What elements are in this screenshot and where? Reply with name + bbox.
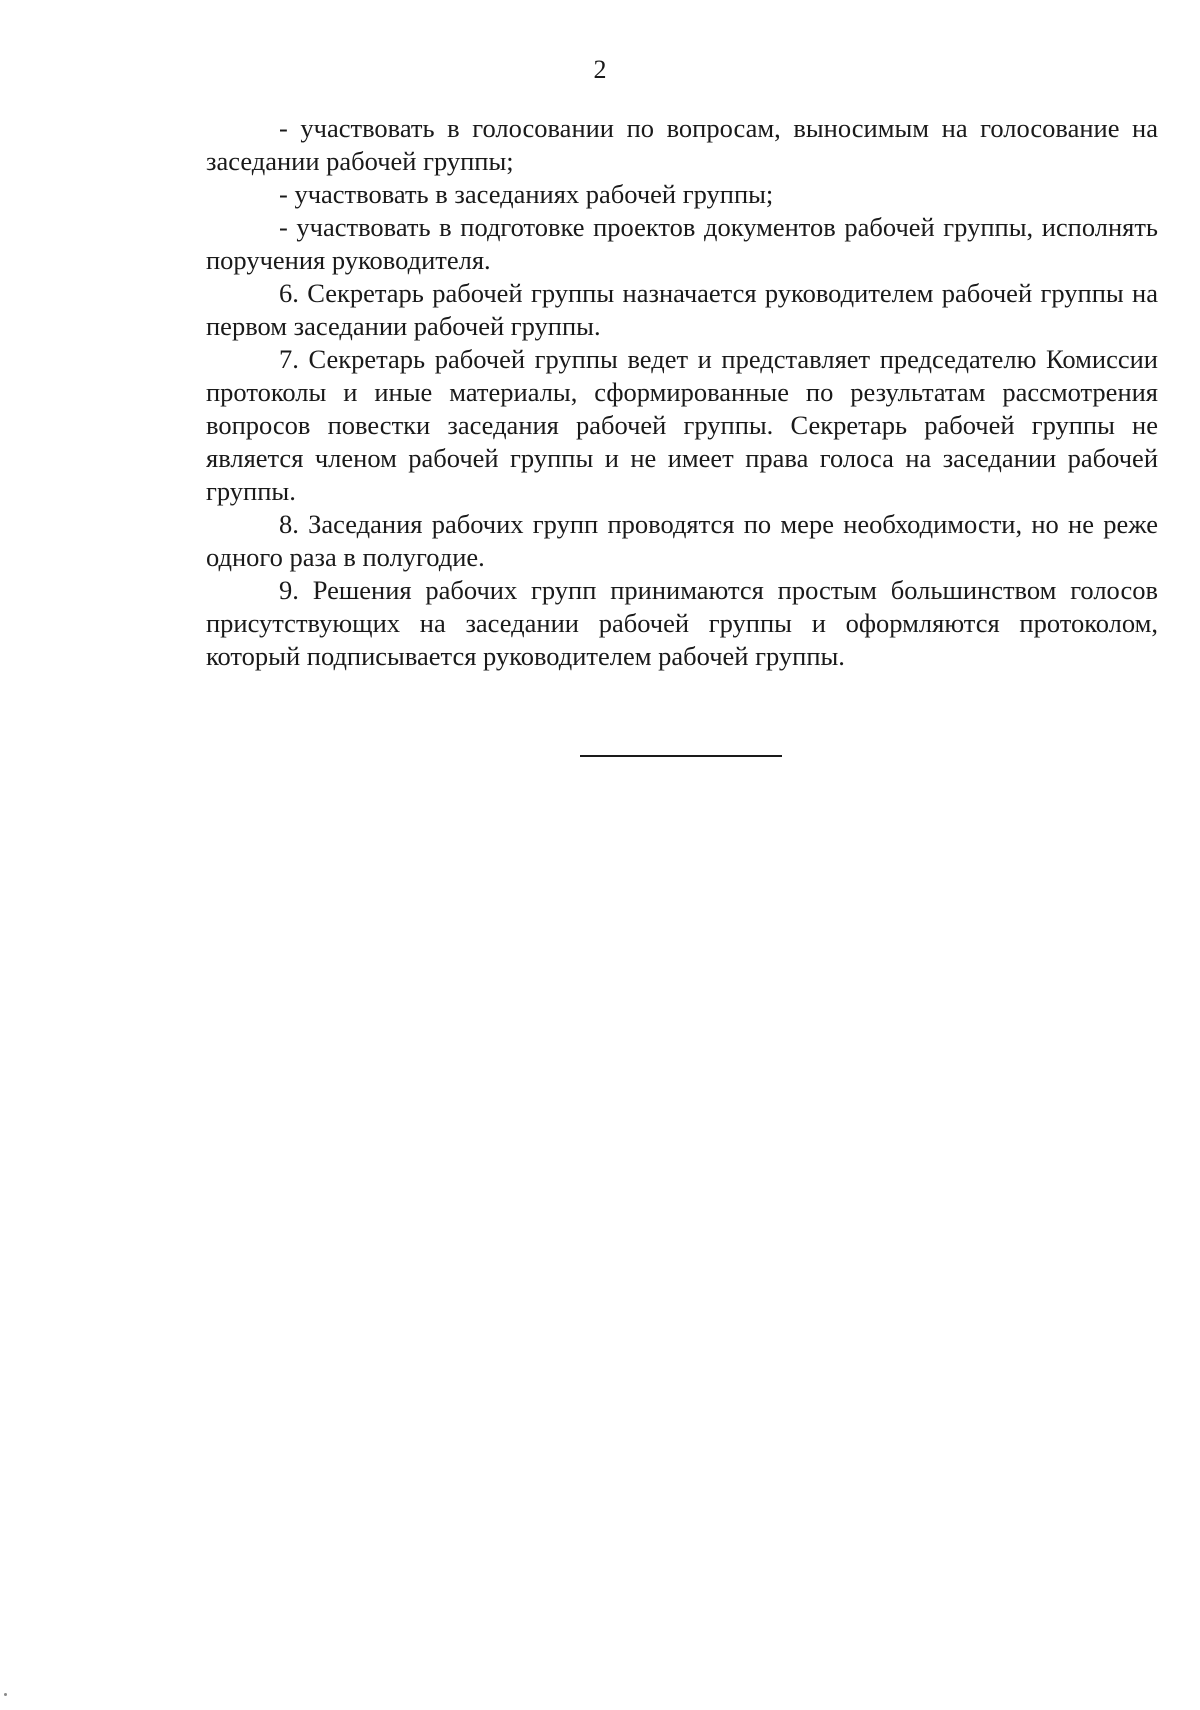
paragraph-item-9: 9. Решения рабочих групп принимаются простым большинством голосов присутствующих на заседании рабочей группы и оформляются протоколом, который подписывается руководителем рабочей группы. [206,575,1158,671]
paragraph-item-7: 7. Секретарь рабочей группы ведет и представляет председателю Комиссии протоколы и иные материалы, сформированные по результатам рассмотрения вопросов повестки заседания рабочей группы. Секретарь рабочей группы не является членом рабочей группы и не имеет права голоса на заседании рабочей группы. [206,344,1158,506]
paragraph-document-preparation: - участвовать в подготовке проектов документов рабочей группы, исполнять поручения руководителя. [206,212,1158,275]
document-body [206,112,1158,673]
paragraph-item-6: 6. Секретарь рабочей группы назначается руководителем рабочей группы на первом заседании рабочей группы. [206,278,1158,341]
page-number: 2 [593,55,607,84]
scan-edge-mark [4,1693,7,1696]
paragraph-item-8: 8. Заседания рабочих групп проводятся по мере необходимости, но не реже одного раза в полугодие. [206,509,1158,572]
paragraph-voting-right: - участвовать в голосовании по вопросам, выносимым на голосование на заседании рабочей группы; [206,113,1158,176]
paragraph-meetings-participation: - участвовать в заседаниях рабочей группы; [279,179,774,209]
end-of-document-rule [580,755,782,757]
